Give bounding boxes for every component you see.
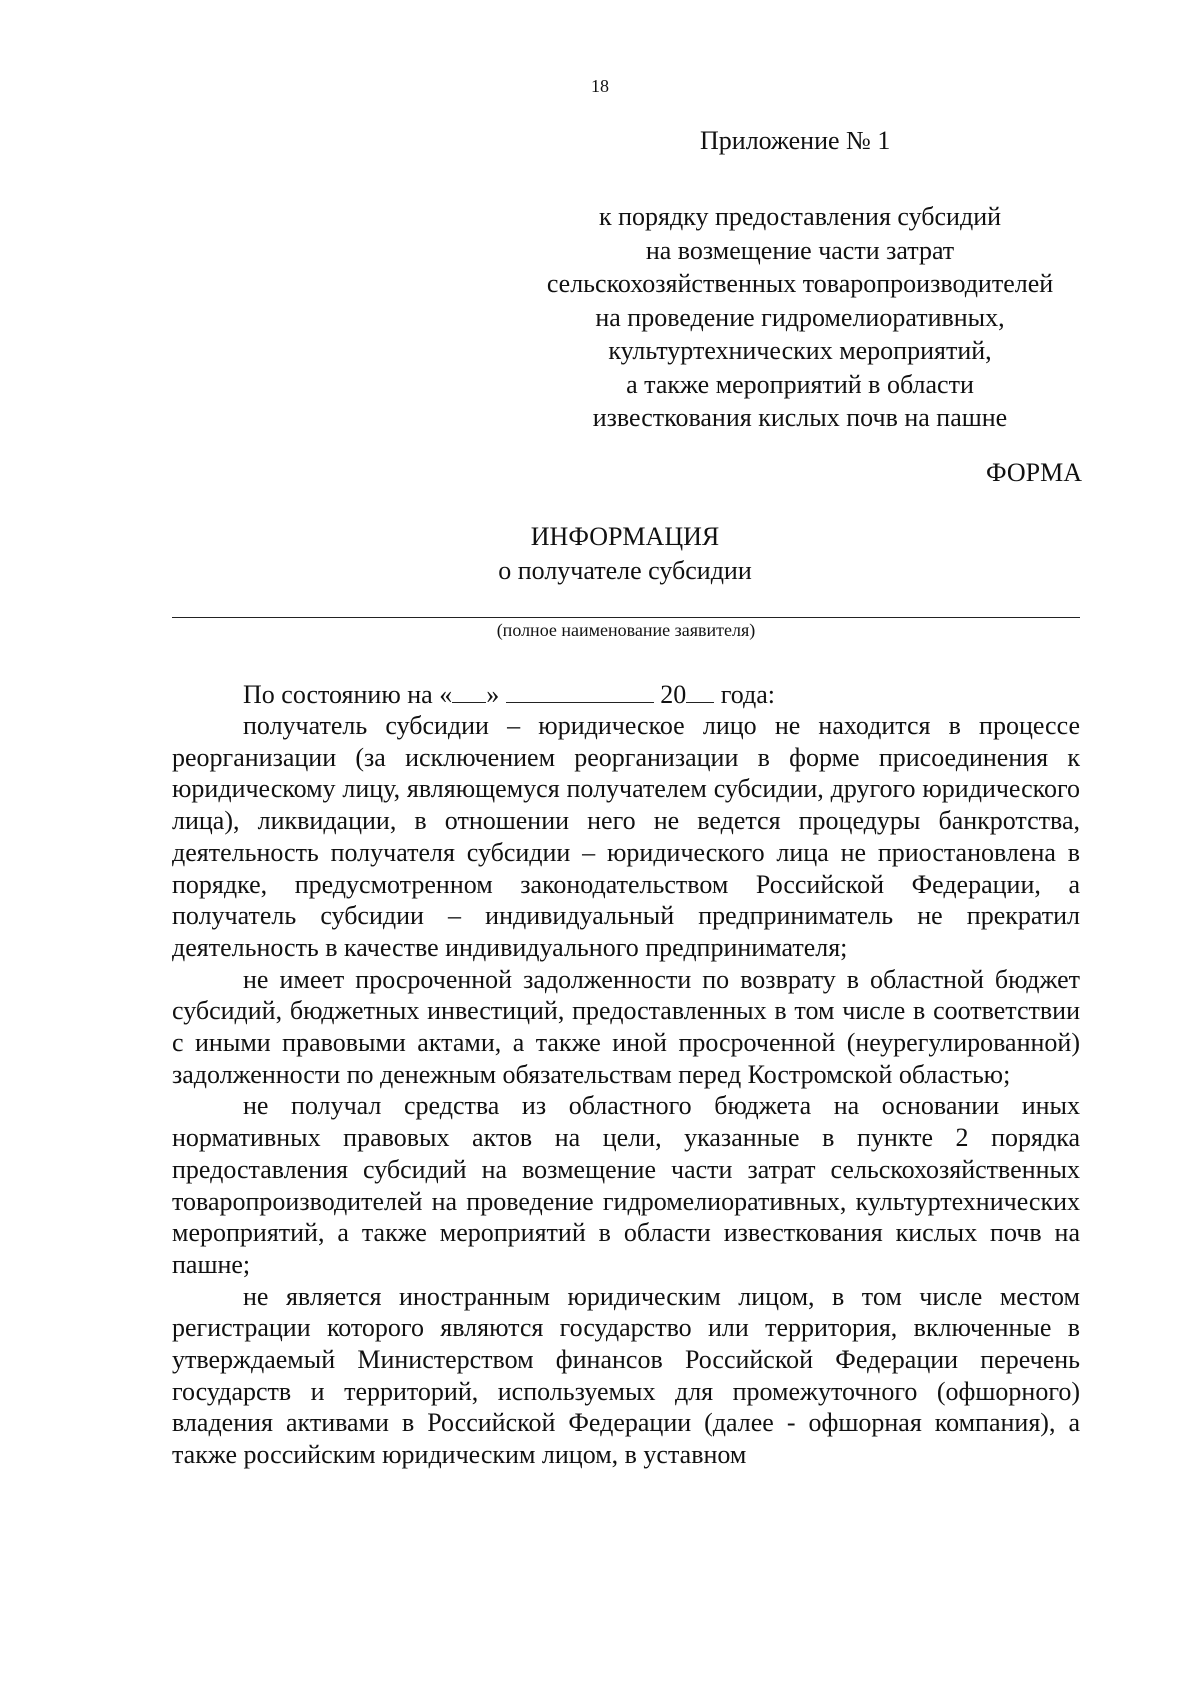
paragraph: получатель субсидии – юридическое лицо не находится в процессе реорганизации (за исключением реорганизации в форме присоединения к юридическому лицу, являющемуся получателем субсидии, другого юридического лица), ликвидации, в отношении него не ведется процедуры банкротства, деятельность получателя субсидии – юридического лица не приостановлена в порядке, предусмотренном законодательством Российской Федерации, а получатель субсидии – индивидуальный предприниматель не прекратил деятельность в качестве индивидуального предпринимателя; [172, 711, 1080, 962]
date-suffix: года: [720, 680, 775, 709]
document-subtitle: о получателе субсидии [498, 556, 752, 585]
date-line [243, 680, 775, 710]
document-title: ИНФОРМАЦИЯ [530, 522, 720, 551]
page-number: 18 [591, 76, 609, 96]
appendix-line: известкования кислых почв на пашне [592, 403, 1008, 432]
appendix-line: на возмещение части затрат [645, 235, 955, 265]
year-blank [686, 680, 714, 703]
paragraph: не получал средства из областного бюджета на основании иных нормативных правовых актов на цели, указанные в пункте 2 порядка предоставления субсидий на возмещение части затрат сельскохозяйственных товаропроизводителей на проведение гидромелиоративных, культуртехнических мероприятий, а также мероприятий в области известкования кислых почв на пашне; [172, 1091, 1080, 1279]
appendix-line: на проведение гидромелиоративных, [595, 302, 1005, 332]
appendix-line: сельскохозяйственных товаропроизводителей [546, 269, 1054, 298]
day-blank [452, 680, 486, 703]
appendix-line: а также мероприятий в области [626, 369, 974, 399]
paragraph: не является иностранным юридическим лицом, в том числе местом регистрации которого являются государство или территория, включенные в утверждаемый Министерством финансов Российской Федерации перечень государств и территорий, используемых для промежуточного (офшорного) владения активами в Российской Федерации (далее - офшорная компания), а также российским юридическим лицом, в уставном [172, 1281, 1080, 1470]
year-prefix: 20 [660, 680, 687, 709]
appendix-line: к порядку предоставления субсидий [598, 202, 1002, 231]
date-quote-close: » [486, 680, 500, 709]
date-prefix: По состоянию на « [243, 680, 453, 709]
appendix-title: Приложение № 1 [700, 126, 891, 155]
form-label: ФОРМА [986, 458, 1082, 487]
body-text [172, 710, 1080, 1471]
applicant-name-caption: (полное наименование заявителя) [496, 620, 756, 640]
appendix-description [520, 200, 1080, 435]
appendix-line: культуртехнических мероприятий, [608, 336, 992, 365]
month-blank [506, 680, 654, 703]
paragraph: не имеет просроченной задолженности по возврату в областной бюджет субсидий, бюджетных инвестиций, предоставленных в том числе в соответствии с иными правовыми актами, а также иной просроченной (неурегулированной) задолженности по денежным обязательствам перед Костромской областью; [172, 964, 1080, 1089]
applicant-name-line [172, 617, 1080, 618]
